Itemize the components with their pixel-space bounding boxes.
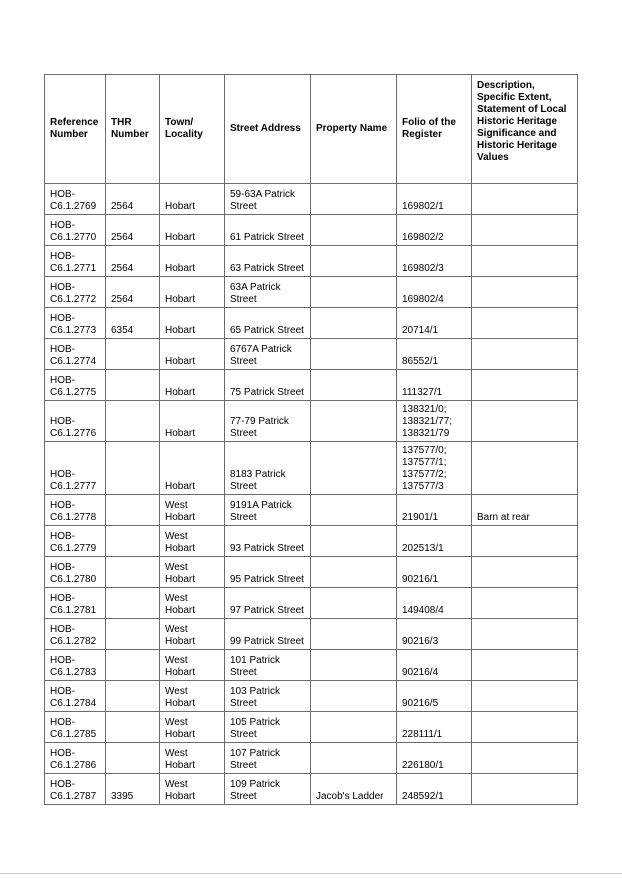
- header-street-address: Street Address: [225, 75, 311, 184]
- property-name-cell: [311, 308, 397, 339]
- table-row: [45, 619, 578, 650]
- property-name-cell: [311, 339, 397, 370]
- thr-number-cell: [106, 650, 160, 681]
- reference-number-cell: HOB- C6.1.2786: [45, 743, 106, 774]
- property-name-cell: [311, 526, 397, 557]
- property-name-cell: [311, 619, 397, 650]
- table-row: [45, 442, 578, 495]
- town-cell: West Hobart: [160, 712, 225, 743]
- table-row: [45, 401, 578, 442]
- description-cell: [472, 215, 578, 246]
- table-row: [45, 588, 578, 619]
- header-description: Description, Specific Extent, Statement of Local Historic Heritage Significance and Historic Heritage Values: [472, 75, 578, 184]
- table-row: [45, 308, 578, 339]
- property-name-cell: [311, 557, 397, 588]
- description-cell: [472, 557, 578, 588]
- street-address-cell: 99 Patrick Street: [225, 619, 311, 650]
- property-name-cell: [311, 650, 397, 681]
- description-cell: [472, 442, 578, 495]
- property-name-cell: [311, 588, 397, 619]
- thr-number-cell: [106, 712, 160, 743]
- reference-number-cell: HOB- C6.1.2783: [45, 650, 106, 681]
- property-name-cell: [311, 277, 397, 308]
- thr-number-cell: [106, 370, 160, 401]
- thr-number-cell: [106, 401, 160, 442]
- reference-number-cell: HOB- C6.1.2773: [45, 308, 106, 339]
- header-row: [45, 75, 578, 184]
- header-folio: Folio of the Register: [397, 75, 472, 184]
- header-town-locality: Town/ Locality: [160, 75, 225, 184]
- thr-number-cell: [106, 588, 160, 619]
- reference-number-cell: HOB- C6.1.2782: [45, 619, 106, 650]
- thr-number-cell: 2564: [106, 277, 160, 308]
- table-row: [45, 650, 578, 681]
- thr-number-cell: [106, 442, 160, 495]
- folio-cell: 21901/1: [397, 495, 472, 526]
- description-cell: Barn at rear: [472, 495, 578, 526]
- reference-number-cell: HOB- C6.1.2771: [45, 246, 106, 277]
- property-name-cell: [311, 743, 397, 774]
- town-cell: Hobart: [160, 308, 225, 339]
- description-cell: [472, 370, 578, 401]
- description-cell: [472, 339, 578, 370]
- folio-cell: 90216/4: [397, 650, 472, 681]
- description-cell: [472, 246, 578, 277]
- description-cell: [472, 308, 578, 339]
- page-bottom-rule: [0, 873, 622, 874]
- folio-cell: 138321/0; 138321/77; 138321/79: [397, 401, 472, 442]
- reference-number-cell: HOB- C6.1.2777: [45, 442, 106, 495]
- description-cell: [472, 774, 578, 805]
- folio-cell: 248592/1: [397, 774, 472, 805]
- street-address-cell: 77-79 Patrick Street: [225, 401, 311, 442]
- property-name-cell: [311, 215, 397, 246]
- street-address-cell: 95 Patrick Street: [225, 557, 311, 588]
- description-cell: [472, 619, 578, 650]
- description-cell: [472, 184, 578, 215]
- town-cell: West Hobart: [160, 650, 225, 681]
- table-row: [45, 774, 578, 805]
- town-cell: West Hobart: [160, 774, 225, 805]
- table-row: [45, 184, 578, 215]
- folio-cell: 169802/4: [397, 277, 472, 308]
- street-address-cell: 6767A Patrick Street: [225, 339, 311, 370]
- town-cell: Hobart: [160, 442, 225, 495]
- folio-cell: 86552/1: [397, 339, 472, 370]
- street-address-cell: 65 Patrick Street: [225, 308, 311, 339]
- town-cell: Hobart: [160, 215, 225, 246]
- town-cell: West Hobart: [160, 495, 225, 526]
- description-cell: [472, 588, 578, 619]
- table-row: [45, 743, 578, 774]
- thr-number-cell: 2564: [106, 184, 160, 215]
- description-cell: [472, 277, 578, 308]
- thr-number-cell: [106, 339, 160, 370]
- street-address-cell: 59-63A Patrick Street: [225, 184, 311, 215]
- reference-number-cell: HOB- C6.1.2772: [45, 277, 106, 308]
- reference-number-cell: HOB- C6.1.2778: [45, 495, 106, 526]
- reference-number-cell: HOB- C6.1.2787: [45, 774, 106, 805]
- reference-number-cell: HOB- C6.1.2780: [45, 557, 106, 588]
- street-address-cell: 8183 Patrick Street: [225, 442, 311, 495]
- table-row: [45, 557, 578, 588]
- table-row: [45, 712, 578, 743]
- folio-cell: 226180/1: [397, 743, 472, 774]
- street-address-cell: 63A Patrick Street: [225, 277, 311, 308]
- reference-number-cell: HOB- C6.1.2785: [45, 712, 106, 743]
- street-address-cell: 93 Patrick Street: [225, 526, 311, 557]
- town-cell: Hobart: [160, 401, 225, 442]
- property-name-cell: [311, 246, 397, 277]
- description-cell: [472, 712, 578, 743]
- reference-number-cell: HOB- C6.1.2775: [45, 370, 106, 401]
- town-cell: West Hobart: [160, 681, 225, 712]
- town-cell: Hobart: [160, 277, 225, 308]
- street-address-cell: 105 Patrick Street: [225, 712, 311, 743]
- table-row: [45, 681, 578, 712]
- header-thr-number: THR Number: [106, 75, 160, 184]
- folio-cell: 90216/3: [397, 619, 472, 650]
- reference-number-cell: HOB- C6.1.2781: [45, 588, 106, 619]
- reference-number-cell: HOB- C6.1.2769: [45, 184, 106, 215]
- folio-cell: 111327/1: [397, 370, 472, 401]
- folio-cell: 149408/4: [397, 588, 472, 619]
- thr-number-cell: [106, 526, 160, 557]
- description-cell: [472, 743, 578, 774]
- header-reference-number: Reference Number: [45, 75, 106, 184]
- town-cell: Hobart: [160, 184, 225, 215]
- town-cell: West Hobart: [160, 557, 225, 588]
- street-address-cell: 107 Patrick Street: [225, 743, 311, 774]
- table-row: [45, 277, 578, 308]
- reference-number-cell: HOB- C6.1.2779: [45, 526, 106, 557]
- folio-cell: 169802/2: [397, 215, 472, 246]
- folio-cell: 20714/1: [397, 308, 472, 339]
- town-cell: Hobart: [160, 339, 225, 370]
- property-name-cell: [311, 495, 397, 526]
- header-property-name: Property Name: [311, 75, 397, 184]
- property-name-cell: [311, 442, 397, 495]
- property-name-cell: [311, 681, 397, 712]
- street-address-cell: 9191A Patrick Street: [225, 495, 311, 526]
- street-address-cell: 63 Patrick Street: [225, 246, 311, 277]
- property-name-cell: [311, 401, 397, 442]
- folio-cell: 90216/5: [397, 681, 472, 712]
- description-cell: [472, 681, 578, 712]
- reference-number-cell: HOB- C6.1.2784: [45, 681, 106, 712]
- folio-cell: 228111/1: [397, 712, 472, 743]
- table-row: [45, 339, 578, 370]
- folio-cell: 169802/1: [397, 184, 472, 215]
- street-address-cell: 109 Patrick Street: [225, 774, 311, 805]
- folio-cell: 202513/1: [397, 526, 472, 557]
- table-row: [45, 370, 578, 401]
- thr-number-cell: 3395: [106, 774, 160, 805]
- description-cell: [472, 526, 578, 557]
- reference-number-cell: HOB- C6.1.2776: [45, 401, 106, 442]
- folio-cell: 169802/3: [397, 246, 472, 277]
- town-cell: Hobart: [160, 370, 225, 401]
- table-row: [45, 215, 578, 246]
- thr-number-cell: [106, 619, 160, 650]
- town-cell: West Hobart: [160, 743, 225, 774]
- town-cell: West Hobart: [160, 619, 225, 650]
- street-address-cell: 97 Patrick Street: [225, 588, 311, 619]
- property-name-cell: [311, 370, 397, 401]
- street-address-cell: 61 Patrick Street: [225, 215, 311, 246]
- description-cell: [472, 401, 578, 442]
- thr-number-cell: [106, 495, 160, 526]
- property-name-cell: Jacob's Ladder: [311, 774, 397, 805]
- property-name-cell: [311, 184, 397, 215]
- description-cell: [472, 650, 578, 681]
- thr-number-cell: [106, 743, 160, 774]
- town-cell: West Hobart: [160, 526, 225, 557]
- folio-cell: 137577/0; 137577/1; 137577/2; 137577/3: [397, 442, 472, 495]
- folio-cell: 90216/1: [397, 557, 472, 588]
- street-address-cell: 101 Patrick Street: [225, 650, 311, 681]
- table-row: [45, 526, 578, 557]
- reference-number-cell: HOB- C6.1.2770: [45, 215, 106, 246]
- thr-number-cell: 2564: [106, 215, 160, 246]
- reference-number-cell: HOB- C6.1.2774: [45, 339, 106, 370]
- heritage-register-table: [44, 74, 578, 805]
- street-address-cell: 75 Patrick Street: [225, 370, 311, 401]
- town-cell: West Hobart: [160, 588, 225, 619]
- thr-number-cell: [106, 557, 160, 588]
- thr-number-cell: [106, 681, 160, 712]
- property-name-cell: [311, 712, 397, 743]
- thr-number-cell: 6354: [106, 308, 160, 339]
- table-row: [45, 246, 578, 277]
- table-row: [45, 495, 578, 526]
- street-address-cell: 103 Patrick Street: [225, 681, 311, 712]
- town-cell: Hobart: [160, 246, 225, 277]
- thr-number-cell: 2564: [106, 246, 160, 277]
